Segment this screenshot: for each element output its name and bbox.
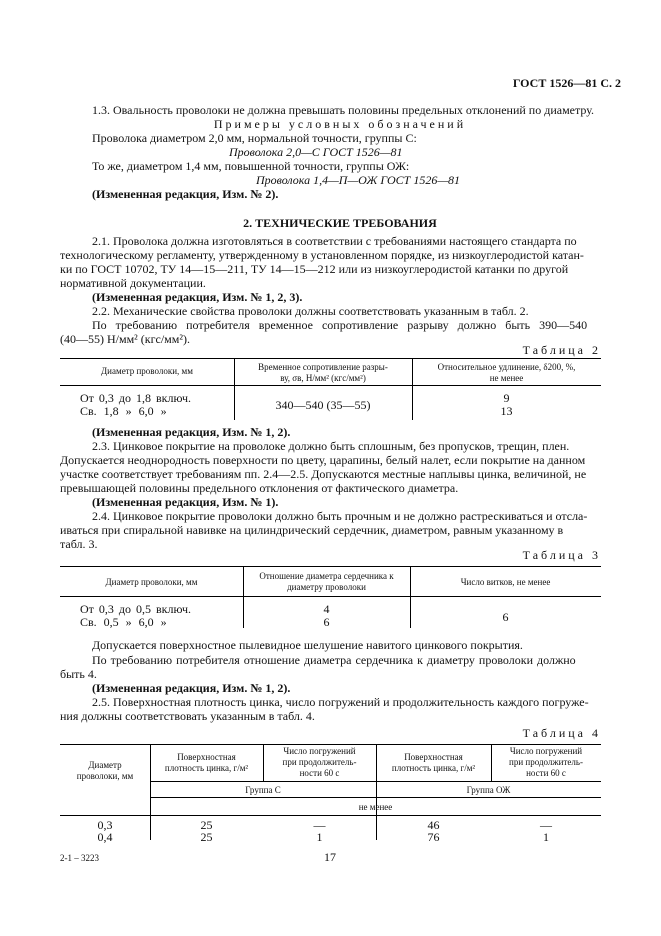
table3-cell-ratio: 6 xyxy=(323,615,330,629)
table4-group-oj: Группа ОЖ xyxy=(466,785,511,795)
table3-header-ratio: диаметру проволоки xyxy=(287,582,366,592)
para-2-2b-line: По требованию потребителя временное сопротивление разрыву должно быть 390—540 xyxy=(92,318,588,332)
amendment-note: (Измененная редакция, Изм. № 2). xyxy=(92,187,279,201)
para-2-1-line: технологическому регламенту, утвержденному в установленном порядке, из низкоуглеродистой катан- xyxy=(60,248,584,262)
table4-cell-oj-density: 46 xyxy=(427,818,440,832)
table4-header-density: Поверхностная xyxy=(177,752,236,762)
page-header: ГОСТ 1526—81 С. 2 xyxy=(512,76,621,90)
section-title: 2. ТЕХНИЧЕСКИЕ ТРЕБОВАНИЯ xyxy=(243,216,437,230)
table3-cell-ratio: 4 xyxy=(323,602,330,616)
para-2-3-line: участке соответствует требованиям пп. 2.4—2.5. Допускаются местные наплывы цинка, величиной, не xyxy=(60,467,587,481)
table2-header-diameter: Диаметр проволоки, мм xyxy=(101,366,193,376)
table2-header-elongation: Относительное удлинение, δ200, %, xyxy=(437,362,576,372)
table2-cell-diameter: От 0,3 до 1,8 включ. xyxy=(80,391,192,405)
para-2-4-line: 2.4. Цинковое покрытие проволоки должно быть прочным и не должно растрескиваться и отсла- xyxy=(92,509,588,523)
table4-header-dips: ности 60 с xyxy=(526,768,566,778)
amendment-note: (Измененная редакция, Изм. № 1, 2). xyxy=(92,425,291,439)
table4-header-density: плотность цинка, г/м² xyxy=(391,763,476,773)
table3-cell-turns: 6 xyxy=(502,610,509,624)
para-2-5-line: ния должны соответствовать указанным в табл. 4. xyxy=(60,709,315,723)
example-2-text: То же, диаметром 1,4 мм, повышенной точности, группы ОЖ: xyxy=(92,159,410,173)
para-1-3: 1.3. Овальность проволоки не должна превышать половины предельных отклонений по диаметру. xyxy=(92,103,595,117)
table-caption: Таблица 2 xyxy=(522,343,601,357)
table4-header-dips: Число погружений xyxy=(283,746,356,756)
amendment-note: (Измененная редакция, Изм. № 1). xyxy=(92,495,279,509)
example-1-code: Проволока 2,0—С ГОСТ 1526—81 xyxy=(229,145,403,159)
amendment-note: (Измененная редакция, Изм. № 1, 2, 3). xyxy=(92,290,303,304)
table2-header-strength: ву, σв, Н/мм² (кгс/мм²) xyxy=(280,373,366,383)
amendment-note: (Измененная редакция, Изм. № 1, 2). xyxy=(92,681,291,695)
para-request-line: быть 4. xyxy=(60,667,97,681)
para-dusty-flaking: Допускается поверхностное пылевидное шелушение навитого цинкового покрытия. xyxy=(92,638,523,652)
para-2-2b-line: (40—55) Н/мм² (кгс/мм²). xyxy=(60,332,190,346)
para-2-3-line: Допускается неоднородность поверхности по цвету, царапины, белый налет, если покрытие на данном xyxy=(60,453,586,467)
table4-header-dips: ности 60 с xyxy=(299,768,340,778)
table-caption: Таблица 4 xyxy=(522,726,601,740)
table3-header-diameter: Диаметр проволоки, мм xyxy=(105,577,198,587)
table4-header-dips: при продолжитель- xyxy=(509,757,583,767)
table4-group-c: Группа С xyxy=(245,785,281,795)
table4-cell-oj-density: 76 xyxy=(427,830,440,844)
table4-not-less: не менее xyxy=(358,802,393,812)
table3-header-ratio: Отношение диаметра сердечника к xyxy=(259,571,394,581)
para-2-2: 2.2. Механические свойства проволоки должны соответствовать указанным в табл. 2. xyxy=(92,304,529,318)
para-request-line: По требованию потребителя отношение диаметра сердечника к диаметру проволоки должно xyxy=(92,653,576,667)
table4-header-dips: Число погружений xyxy=(509,746,583,756)
table4-header-diameter: Диаметр xyxy=(88,760,122,770)
table-caption: Таблица 3 xyxy=(522,548,601,562)
para-2-3-line: 2.3. Цинковое покрытие на проволоке должно быть сплошным, без пропусков, трещин, плен. xyxy=(92,439,570,453)
para-2-4-line: табл. 3. xyxy=(60,537,98,551)
table4-cell-oj-dips: — xyxy=(540,818,552,832)
example-2-code: Проволока 1,4—П—ОЖ ГОСТ 1526—81 xyxy=(256,173,460,187)
table4-cell-diameter: 0,4 xyxy=(97,830,113,844)
table4-cell-c-density: 25 xyxy=(200,818,213,832)
para-2-1-line: 2.1. Проволока должна изготовляться в соответствии с требованиями настоящего стандарта по xyxy=(92,234,577,248)
table2-header-strength: Временное сопротивление разры- xyxy=(258,362,388,372)
examples-title: Примеры условных обозначений xyxy=(213,117,467,131)
table4-cell-c-dips: 1 xyxy=(316,830,323,844)
page-number: 17 xyxy=(324,850,336,864)
para-2-1-line: нормативной документации. xyxy=(60,276,206,290)
table3-header-turns: Число витков, не менее xyxy=(460,577,551,587)
para-2-5-line: 2.5. Поверхностная плотность цинка, число погружений и продолжительность каждого погруже- xyxy=(92,695,589,709)
table4-cell-oj-dips: 1 xyxy=(543,830,549,844)
para-2-1-line: ки по ГОСТ 10702, ТУ 14—15—211, ТУ 14—15—212 или из низкоуглеродистой катанки по другой xyxy=(60,262,569,276)
table2-cell-elongation: 13 xyxy=(500,404,513,418)
example-1-text: Проволока диаметром 2,0 мм, нормальной точности, группы С: xyxy=(92,131,417,145)
table4-cell-c-dips: — xyxy=(313,818,326,832)
table4-header-density: плотность цинка, г/м² xyxy=(164,763,249,773)
table3-cell-diameter: От 0,3 до 0,5 включ. xyxy=(80,602,192,616)
table2-cell-strength: 340—540 (35—55) xyxy=(275,398,371,412)
footer-code: 2-1 – 3223 xyxy=(60,853,99,863)
para-2-4-line: иваться при спиральной навивке на цилиндрический сердечник, диаметром, равным указанному в xyxy=(60,523,564,537)
para-2-3-line: превышающей половины предельного отклонения от фактического диаметра. xyxy=(60,481,459,495)
table4-header-dips: при продолжитель- xyxy=(282,757,357,767)
table2-header-elongation: не менее xyxy=(489,373,524,383)
table2-cell-diameter: Св. 1,8 » 6,0 » xyxy=(80,404,167,418)
table4-header-density: Поверхностная xyxy=(404,752,463,762)
table3-cell-diameter: Св. 0,5 » 6,0 » xyxy=(80,615,167,629)
table2-cell-elongation: 9 xyxy=(503,391,510,405)
table4-cell-diameter: 0,3 xyxy=(97,818,113,832)
table4-header-diameter: проволоки, мм xyxy=(76,771,134,781)
table4-cell-c-density: 25 xyxy=(200,830,213,844)
